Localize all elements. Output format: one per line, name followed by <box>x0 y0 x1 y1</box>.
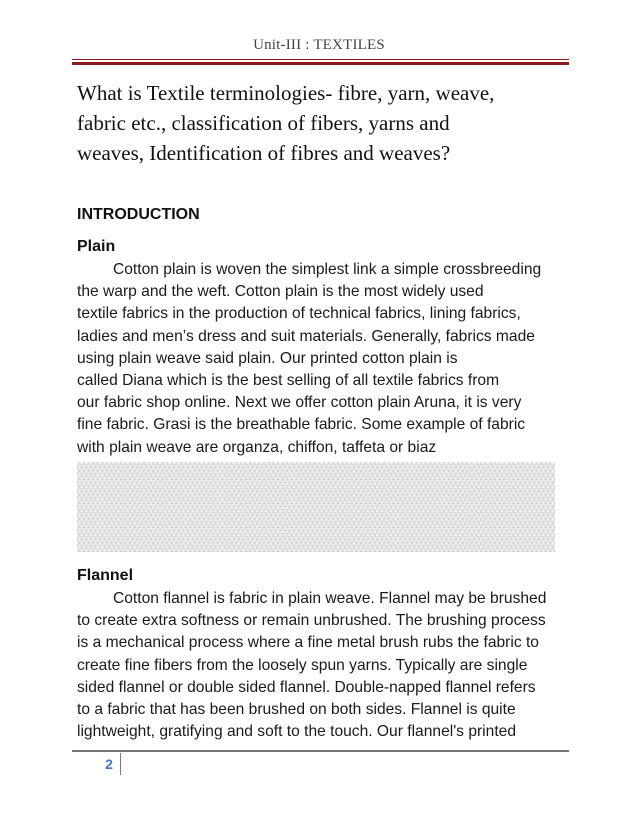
paragraph-line: Cotton flannel is fabric in plain weave. Flannel may be brushed <box>113 590 547 607</box>
document-title <box>77 78 567 168</box>
title-line: fabric etc., classification of fibers, yarns and <box>77 111 450 135</box>
header-title: Unit-III : TEXTILES <box>253 37 385 53</box>
paragraph-line: the warp and the weft. Cotton plain is the most widely used <box>77 283 484 301</box>
title-line: weaves, Identification of fibres and weaves? <box>77 141 451 165</box>
paragraph-line: to create extra softness or remain unbrushed. The brushing process <box>77 612 546 630</box>
page-number-divider <box>120 753 121 775</box>
flannel-heading: Flannel <box>77 567 134 584</box>
paragraph-line: ladies and men’s dress and suit materials. Generally, fabrics made <box>77 327 535 345</box>
header-rule <box>72 59 569 60</box>
paragraph-line: Cotton plain is woven the simplest link a simple crossbreeding <box>113 261 542 278</box>
header-rule-thick <box>72 62 569 65</box>
paragraph-line: textile fabrics in the production of technical fabrics, lining fabrics, <box>77 305 521 323</box>
title-line: What is Textile terminologies- fibre, yarn, weave, <box>77 81 495 105</box>
paragraph-line: is a mechanical process where a fine metal brush rubs the fabric to <box>77 634 539 652</box>
flannel-paragraph <box>77 588 563 743</box>
plain-heading: Plain <box>77 238 116 255</box>
footer-rule <box>72 750 569 752</box>
paragraph-line: with plain weave are organza, chiffon, taffeta or biaz <box>77 438 437 456</box>
paragraph-line: our fabric shop online. Next we offer cotton plain Aruna, it is very <box>77 394 522 412</box>
paragraph-line: sided flannel or double sided flannel. Double-napped flannel refers <box>77 678 536 696</box>
paragraph-line: called Diana which is the best selling of all textile fabrics from <box>77 372 500 390</box>
plain-paragraph <box>77 259 563 459</box>
paragraph-line: using plain weave said plain. Our printed cotton plain is <box>77 349 458 367</box>
paragraph-line: lightweight, gratifying and soft to the touch. Our flannel's printed <box>77 723 516 741</box>
paragraph-line: create fine fibers from the loosely spun yarns. Typically are single <box>77 656 528 674</box>
page-number: 2 <box>105 756 113 772</box>
paragraph-line: to a fabric that has been brushed on both sides. Flannel is quite <box>77 701 516 719</box>
paragraph-line: fine fabric. Grasi is the breathable fabric. Some example of fabric <box>77 416 526 434</box>
introduction-heading: INTRODUCTION <box>77 206 200 223</box>
plain-fabric-image <box>77 462 555 552</box>
